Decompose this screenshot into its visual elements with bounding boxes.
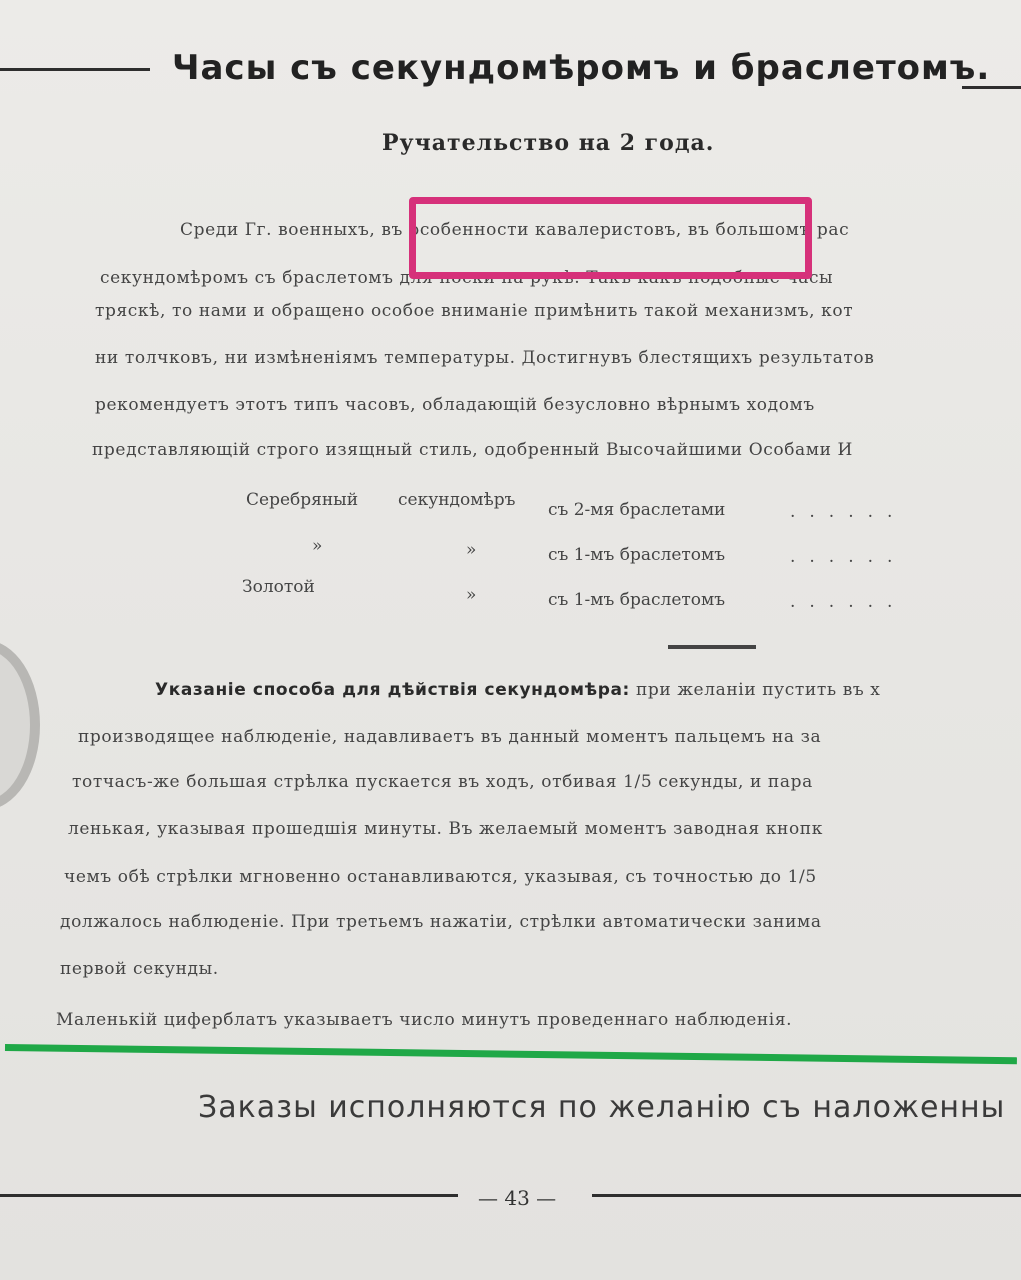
intro-line: рекомендуетъ этотъ типъ часовъ, обладающій безусловно вѣрнымъ ходомъ	[95, 395, 815, 415]
instructions-heading: Указаніе способа для дѣйствія секундомѣра:	[155, 680, 630, 700]
orders-line: Заказы исполняются по желанію съ наложенны	[198, 1090, 1006, 1125]
intro-line: представляющій строго изящный стиль, одобренный Высочайшими Особами И	[92, 440, 853, 460]
instructions-line: при желаніи пустить въ х	[635, 680, 881, 700]
page-subtitle: Ручательство на 2 года.	[382, 130, 715, 156]
green-underline	[5, 1044, 1017, 1064]
dial-note: Маленькій циферблатъ указываетъ число минутъ проведеннаго наблюденія.	[56, 1010, 793, 1030]
price-item-name: секундомѣръ	[398, 490, 516, 510]
intro-line: тряскѣ, то нами и обращено особое вниманіе примѣнить такой механизмъ, кот	[95, 301, 854, 321]
intro-line: ни толчковъ, ни измѣненіямъ температуры. Достигнувъ блестящихъ результатов	[95, 348, 875, 368]
price-material: Золотой	[242, 577, 315, 597]
price-item-name: »	[466, 585, 477, 605]
instructions-line: производящее наблюденіе, надавливаетъ въ данный моментъ пальцемъ на за	[78, 727, 822, 747]
footer-right-rule	[592, 1194, 1021, 1197]
price-variant: съ 2-мя браслетами	[548, 500, 726, 520]
instructions-line: чемъ обѣ стрѣлки мгновенно останавливаются, указывая, съ точностью до 1/5	[64, 867, 817, 887]
price-leader-dots: ......	[790, 502, 907, 522]
price-item-name: »	[466, 540, 477, 560]
instructions-line: должалось наблюденіе. При третьемъ нажатіи, стрѣлки автоматически занима	[60, 912, 822, 932]
watch-edge-decoration	[0, 640, 40, 810]
price-leader-dots: ......	[790, 547, 907, 567]
section-divider	[668, 645, 756, 649]
page-number: — 43 —	[478, 1186, 557, 1210]
instructions-line: тотчасъ-же большая стрѣлка пускается въ ходъ, отбивая 1/5 секунды, и пара	[72, 772, 813, 792]
price-variant: съ 1-мъ браслетомъ	[548, 590, 726, 610]
page-title: Часы съ секундомѣромъ и браслетомъ.	[172, 48, 991, 88]
highlight-box	[409, 197, 812, 279]
price-material: Серебряный	[246, 490, 359, 510]
price-variant: съ 1-мъ браслетомъ	[548, 545, 726, 565]
price-material: »	[312, 536, 323, 556]
instructions-line: первой секунды.	[60, 959, 219, 979]
footer-left-rule	[0, 1194, 458, 1197]
instructions-line: ленькая, указывая прошедшія минуты. Въ желаемый моментъ заводная кнопк	[68, 819, 823, 839]
price-leader-dots: ......	[790, 592, 907, 612]
intro-line: секундомѣромъ съ браслетомъ для носки на рукѣ. Такъ какъ подобные часы	[100, 268, 834, 288]
intro-line: Среди Гг. военныхъ, въ особенности кавалеристовъ, въ большомъ рас	[180, 220, 850, 240]
title-left-rule	[0, 68, 150, 71]
instructions-first-line	[155, 680, 880, 700]
